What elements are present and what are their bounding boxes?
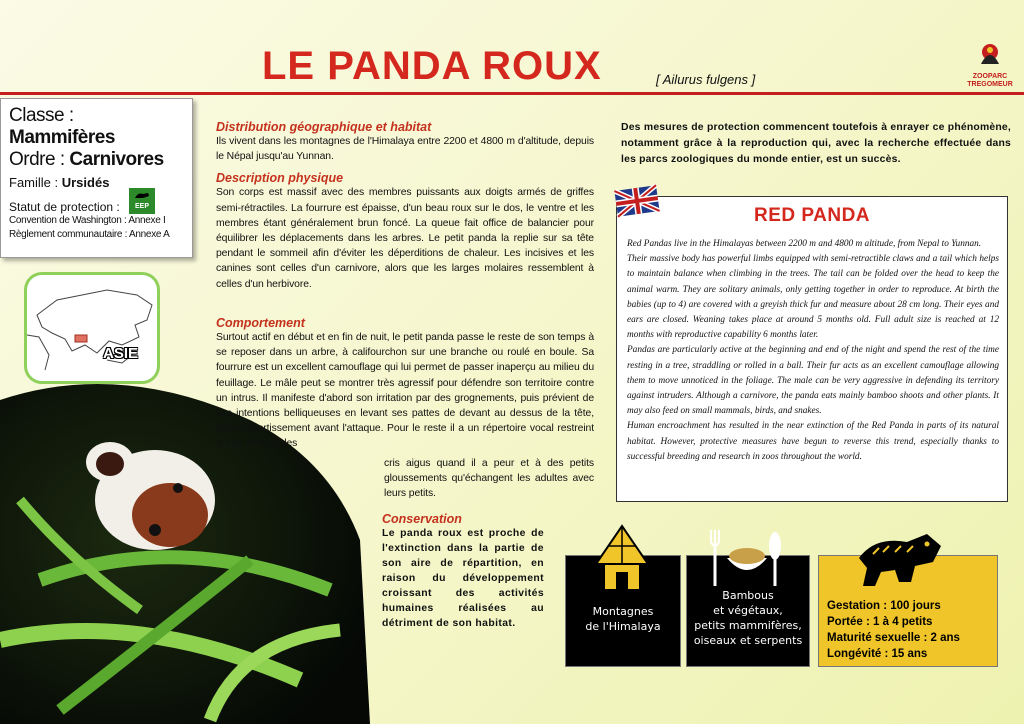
logo-text-1: ZOOPARC	[972, 73, 1008, 80]
english-para-3: Pandas are particularly active at the beginning and end of the night and spend the rest of the time resting in a tree, straddling or rolled in a ball. Their fur acts as an excellent camouflage allowing them to move unnoticed in the foliage. The male can be very aggressive in defending its territory against intruders. Although a carnivore, the panda eats mainly bamboo shoots and other plants. It may also feed on small mammals, birds, and snakes.	[627, 345, 999, 417]
bowl-utensils-icon	[707, 528, 787, 588]
latin-name: [ Ailurus fulgens ]	[656, 72, 756, 87]
life-stats	[827, 598, 960, 662]
protection-intro: Des mesures de protection commencent toutefois à enrayer ce phénomène, notamment grâce à la reproduction qui, avec la recherche effectuée dans les parcs zoologiques du monde entier, est un succès.	[621, 122, 1011, 165]
hut-icon	[594, 524, 650, 594]
logo-text-2: TREGOMEUR	[967, 81, 1013, 88]
french-text-column	[216, 120, 594, 292]
zooparc-logo-icon	[975, 42, 1005, 68]
gestation-stat: Gestation : 100 jours	[827, 600, 941, 612]
comportement-section	[216, 316, 594, 452]
washington-line: Convention de Washington : Annexe I	[9, 215, 166, 226]
english-box	[616, 196, 1008, 502]
title-bar	[0, 44, 1024, 96]
classification-box	[0, 98, 193, 258]
english-para-1: Red Pandas live in the Himalayas between 2200 m and 4800 m altitude, from Nepal to Yunnan.	[627, 239, 982, 249]
habitat-label: Montagnes de l'Himalaya	[585, 605, 661, 633]
zooparc-logo	[966, 42, 1014, 92]
maturite-stat: Maturité sexuelle : 2 ans	[827, 632, 960, 644]
diet-panel	[686, 555, 810, 667]
page-title: LE PANDA ROUX	[262, 44, 602, 88]
famille-line: Famille : Ursidés	[9, 175, 110, 190]
english-para-4: Human encroachment has resulted in the near extinction of the Red Panda in parts of its natural habitat. However, protective measures have begun to reverse this trend, especially thanks to successful breeding and research in zoos throughout the world.	[627, 421, 999, 462]
habitat-panel	[565, 555, 681, 667]
longevite-stat: Longévité : 15 ans	[827, 648, 928, 660]
distribution-text: Ils vivent dans les montagnes de l'Himalaya entre 2200 et 4800 m d'altitude, depuis le Népal jusqu'au Yunnan.	[216, 136, 594, 163]
reglement-line: Règlement communautaire : Annexe A	[9, 229, 170, 240]
distribution-heading: Distribution géographique et habitat	[216, 120, 432, 134]
conservation-heading: Conservation	[382, 512, 462, 526]
map-region-label: ASIE	[103, 345, 139, 362]
statut-label: Statut de protection : EEP	[9, 200, 184, 214]
uk-flag-icon	[614, 182, 660, 220]
ordre-line: Ordre : Carnivores	[9, 149, 164, 170]
classe-line: Classe : Mammifères	[9, 105, 115, 148]
portee-stat: Portée : 1 à 4 petits	[827, 616, 933, 628]
animal-glyph-icon	[855, 528, 945, 592]
conservation-section	[382, 512, 544, 631]
english-title: RED PANDA	[753, 205, 871, 226]
comportement-heading: Comportement	[216, 316, 305, 330]
english-para-2: Their massive body has powerful limbs equipped with semi-retractible claws and a tail which helps to maintain balance when climbing in the trees. The tail can be folded over the head to keep the animal warm. They are solitary animals, only getting together in order to reproduce. At birth the babies (up to 4) are covered with a greyish thick fur and measure about 28 cm long. Their eyes and ears are closed. Weaning takes place at around 5 months old. Full adult size is reached at 12 months with reproductive capability 6 months later.	[627, 254, 999, 341]
title-rule	[0, 92, 1024, 95]
asia-map	[24, 272, 160, 384]
conservation-text: Le panda roux est proche de l'extinction dans la partie de son aire de répartition, en raison du développement croissant des activités humaines réalisées au détriment de son habitat.	[382, 528, 544, 629]
comportement-text: Surtout actif en début et en fin de nuit, le petit panda passe le reste de son temps à se reposer dans un arbre, à califourchon sur une branche ou roulé en boule. Sa fourrure est un excellent camouflage qui lui permet de passer inaperçu au milieu du feuillage. Le mâle peut se montrer très agressif pour défendre son territoire contre un intrus. Il manifeste d'abord son irritation par des grognements, puis prévient de ses intentions belliqueuses en levant ses pattes de devant au dessus de la tête, ultime avertissement avant l'attaque. Pour le reste il a un répertoire vocal restreint qui se limite à des	[216, 332, 594, 450]
comportement-text-end: cris aigus quand il a peur et à des petits gloussements qu'échangent les adultes avec leurs petits.	[384, 458, 594, 500]
life-stats-panel	[818, 555, 998, 667]
eep-badge: EEP	[129, 188, 155, 214]
diet-label: Bambous et végétaux, petits mammifères, oiseaux et serpents	[693, 589, 803, 647]
description-text: Son corps est massif avec des membres puissants aux doigts armés de griffes semi-rétractiles. La fourrure est épaisse, d'un beau roux sur le dos, le ventre et les membres étant généralement brun foncé. La queue fait office de balancier pour équilibrer les déplacements dans les arbres. Le petit panda la replie sur sa tête pendant le sommeil afin d'éviter les déperditions de chaleur. Les incisives et les canines sont celles d'un carnivore, alors que les larges molaires ressemblent à celles d'un herbivore.	[216, 187, 594, 290]
eep-animal-icon	[134, 192, 150, 200]
map-outline-icon	[27, 275, 157, 381]
description-heading: Description physique	[216, 171, 344, 186]
